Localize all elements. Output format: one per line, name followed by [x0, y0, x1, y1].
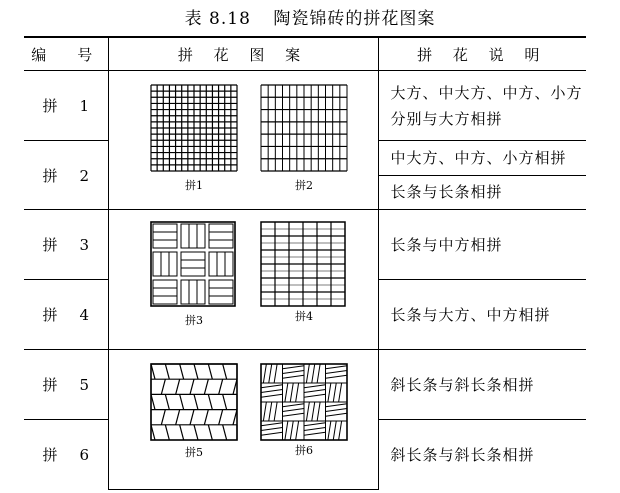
figure-label-1: 拼1 — [184, 179, 203, 192]
figure-label-5: 拼5 — [184, 446, 203, 459]
row-description: 长条与中方相拼 — [378, 210, 586, 280]
pattern-1-figure — [151, 85, 237, 171]
header-id: 编 号 — [24, 37, 108, 71]
row-description: 长条与大方、中方相拼 — [378, 280, 586, 350]
row-description: 中大方、中方、小方相拼 长条与长条相拼 — [378, 141, 586, 210]
figure-cell-1-2 — [108, 71, 378, 210]
table-title: 陶瓷锦砖的拼花图案 — [273, 9, 436, 29]
row-description: 大方、中大方、中方、小方 分别与大方相拼 — [378, 71, 586, 141]
pattern-table — [24, 36, 586, 490]
header-row — [24, 37, 586, 71]
pattern-2-figure — [261, 85, 347, 171]
row-id: 拼 5 — [24, 350, 108, 420]
figure-label-3: 拼3 — [184, 314, 203, 327]
pattern-3-figure — [151, 222, 235, 306]
row-description: 斜长条与斜长条相拼 — [378, 350, 586, 420]
figure-label-2: 拼2 — [294, 179, 313, 192]
table-number: 表 8.18 — [184, 9, 251, 29]
pattern-figures-1-2 — [109, 77, 379, 202]
figure-label-4: 拼4 — [294, 310, 313, 323]
pattern-6-figure — [261, 364, 347, 440]
figure-cell-5-6 — [108, 350, 378, 490]
row-id: 拼 4 — [24, 280, 108, 350]
table-row — [24, 210, 586, 280]
figure-cell-3-4 — [108, 210, 378, 350]
figure-label-6: 拼6 — [294, 444, 313, 457]
header-pattern: 拼 花 图 案 — [108, 37, 378, 71]
pattern-5-figure — [151, 364, 237, 440]
pattern-figures-5-6 — [109, 356, 379, 481]
table-row — [24, 350, 586, 420]
row-id: 拼 1 — [24, 71, 108, 141]
table-caption — [0, 4, 620, 29]
row-id: 拼 2 — [24, 141, 108, 210]
table-row — [24, 71, 586, 141]
header-description: 拼 花 说 明 — [378, 37, 586, 71]
pattern-4-figure — [261, 222, 345, 306]
pattern-figures-3-4 — [109, 216, 379, 341]
row-id: 拼 6 — [24, 420, 108, 490]
row-id: 拼 3 — [24, 210, 108, 280]
row-description: 斜长条与斜长条相拼 — [390, 445, 535, 464]
